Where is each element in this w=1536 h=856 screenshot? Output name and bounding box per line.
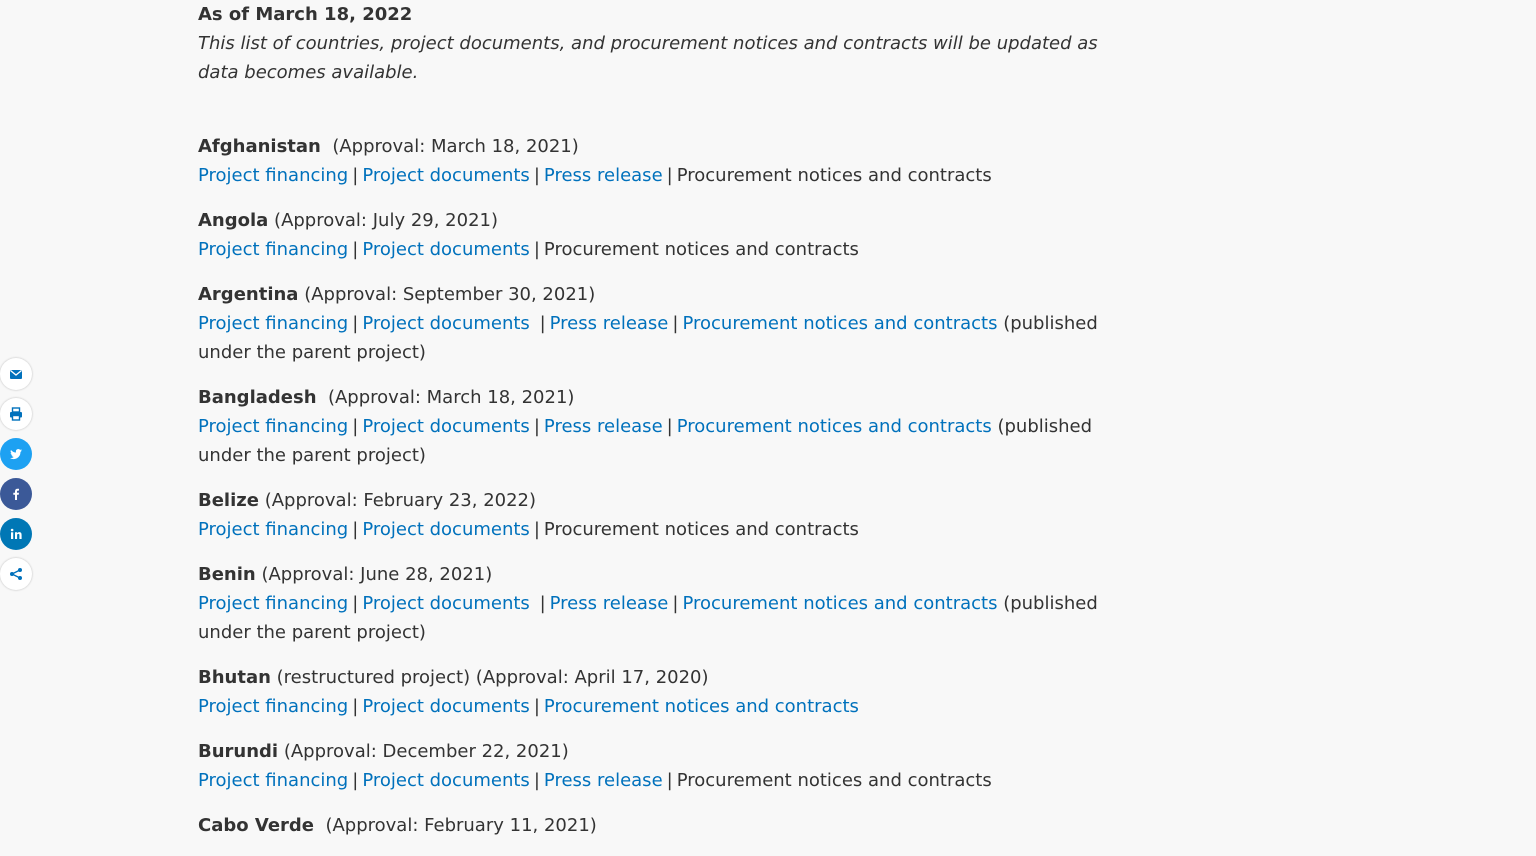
procurement-link[interactable]: Procurement notices and contracts [682, 593, 998, 614]
country-name: Cabo Verde [198, 815, 314, 836]
country-name: Bhutan [198, 667, 271, 688]
procurement-text: Procurement notices and contracts [676, 165, 992, 186]
approval-date: (Approval: March 18, 2021) [332, 136, 579, 157]
project-financing-link[interactable]: Project financing [198, 593, 349, 614]
separator: | [539, 313, 546, 334]
separator: | [666, 416, 673, 437]
separator: | [352, 593, 359, 614]
approval-date: (Approval: June 28, 2021) [261, 564, 493, 585]
project-financing-link[interactable]: Project financing [198, 165, 349, 186]
approval-date: (Approval: December 22, 2021) [283, 741, 569, 762]
separator: | [352, 313, 359, 334]
linkedin-share-button[interactable] [0, 518, 32, 550]
procurement-text: Procurement notices and contracts [543, 519, 859, 540]
project-financing-link[interactable]: Project financing [198, 239, 349, 260]
project-documents-link[interactable]: Project documents [362, 593, 530, 614]
approval-date: (Approval: September 30, 2021) [304, 284, 596, 305]
approval-date: (restructured project) (Approval: April 17, 2020) [276, 667, 709, 688]
approval-date: (Approval: February 23, 2022) [264, 490, 537, 511]
separator: | [352, 165, 359, 186]
country-entry-belize [198, 486, 1143, 544]
print-button[interactable] [0, 398, 32, 430]
separator: | [533, 519, 540, 540]
parent-project-note: (published under the parent project) [198, 313, 1098, 363]
email-share-button[interactable] [0, 358, 32, 390]
press-release-link[interactable]: Press release [549, 593, 669, 614]
country-name: Bangladesh [198, 387, 317, 408]
procurement-text: Procurement notices and contracts [676, 770, 992, 791]
separator: | [533, 770, 540, 791]
country-name: Belize [198, 490, 259, 511]
country-entry-bangladesh [198, 383, 1143, 470]
separator: | [352, 239, 359, 260]
project-financing-link[interactable]: Project financing [198, 416, 349, 437]
facebook-icon [8, 486, 24, 502]
parent-project-note: (published under the parent project) [198, 416, 1093, 466]
project-documents-link[interactable]: Project documents [362, 165, 530, 186]
procurement-text: Procurement notices and contracts [543, 239, 859, 260]
intro-text: This list of countries, project documents, and procurement notices and contracts will be updated as data becomes available. [198, 33, 1098, 83]
approval-date: (Approval: February 11, 2021) [325, 815, 597, 836]
print-icon [8, 406, 24, 422]
country-name: Afghanistan [198, 136, 321, 157]
separator: | [533, 416, 540, 437]
project-financing-link[interactable]: Project financing [198, 770, 349, 791]
separator: | [533, 696, 540, 717]
project-financing-link[interactable]: Project financing [198, 696, 349, 717]
twitter-icon [8, 446, 24, 462]
country-name: Burundi [198, 741, 279, 762]
project-documents-link[interactable]: Project documents [362, 239, 530, 260]
country-entry-afghanistan [198, 132, 1143, 190]
as-of-date: As of March 18, 2022 [198, 4, 413, 25]
country-entry-cabo-verde [198, 811, 1143, 840]
project-financing-link[interactable]: Project financing [198, 313, 349, 334]
separator: | [666, 770, 673, 791]
press-release-link[interactable]: Press release [543, 770, 663, 791]
separator: | [533, 239, 540, 260]
country-name: Angola [198, 210, 269, 231]
country-name: Benin [198, 564, 256, 585]
approval-date: (Approval: March 18, 2021) [327, 387, 575, 408]
procurement-link[interactable]: Procurement notices and contracts [676, 416, 992, 437]
press-release-link[interactable]: Press release [549, 313, 669, 334]
separator: | [352, 770, 359, 791]
project-financing-link[interactable]: Project financing [198, 519, 349, 540]
separator: | [533, 165, 540, 186]
country-list [198, 132, 1143, 840]
country-entry-burundi [198, 737, 1143, 795]
project-documents-link[interactable]: Project documents [362, 770, 530, 791]
country-name: Argentina [198, 284, 299, 305]
country-entry-benin [198, 560, 1143, 647]
approval-date: (Approval: July 29, 2021) [274, 210, 498, 231]
country-entry-angola [198, 206, 1143, 264]
country-entry-argentina [198, 280, 1143, 367]
parent-project-note: (published under the parent project) [198, 593, 1098, 643]
main-content [198, 0, 1143, 856]
separator: | [672, 593, 679, 614]
separator: | [666, 165, 673, 186]
separator: | [539, 593, 546, 614]
separator: | [352, 416, 359, 437]
envelope-icon [8, 366, 24, 382]
separator: | [672, 313, 679, 334]
procurement-link[interactable]: Procurement notices and contracts [543, 696, 859, 717]
press-release-link[interactable]: Press release [543, 165, 663, 186]
linkedin-icon [8, 526, 24, 542]
facebook-share-button[interactable] [0, 478, 32, 510]
project-documents-link[interactable]: Project documents [362, 519, 530, 540]
separator: | [352, 696, 359, 717]
project-documents-link[interactable]: Project documents [362, 416, 530, 437]
share-bar [0, 358, 32, 598]
share-icon [8, 566, 24, 582]
procurement-link[interactable]: Procurement notices and contracts [682, 313, 998, 334]
project-documents-link[interactable]: Project documents [362, 696, 530, 717]
more-share-button[interactable] [0, 558, 32, 590]
country-entry-bhutan [198, 663, 1143, 721]
separator: | [352, 519, 359, 540]
twitter-share-button[interactable] [0, 438, 32, 470]
press-release-link[interactable]: Press release [543, 416, 663, 437]
project-documents-link[interactable]: Project documents [362, 313, 530, 334]
